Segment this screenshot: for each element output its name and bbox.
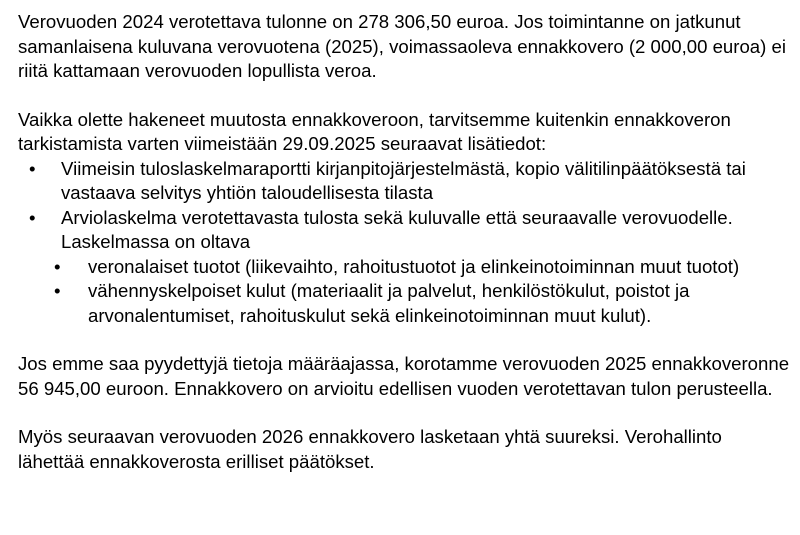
- list-item-income-statement: [18, 157, 793, 206]
- list-item-estimate-calculation-text: Arviolaskelma verotettavasta tulosta sekä kuluvalle että seuraavalle verovuodelle. Laskelmassa on oltava: [61, 206, 733, 252]
- tax-letter-body: [18, 10, 793, 474]
- list-item-income-statement-text: Viimeisin tuloslaskelmaraportti kirjanpitojärjestelmästä, kopio välitilinpäätöksestä tai vastaava selvitys yhtiön taloudellisesta tilasta: [61, 157, 746, 203]
- paragraph-taxable-income: Verovuoden 2024 verotettava tulonne on 278 306,50 euroa. Jos toimintanne on jatkunut samanlaisena kuluvana verovuotena (2025), voimassaoleva ennakkovero (2 000,00 euroa) ei riitä kattamaan verovuoden lopullista veroa.: [18, 11, 786, 81]
- paragraph-raised-prepayment: Jos emme saa pyydettyjä tietoja määräajassa, korotamme verovuoden 2025 ennakkoveronne 56 945,00 euroon. Ennakkovero on arvioitu edellisen vuoden verotettavan tulon perusteella.: [18, 353, 790, 399]
- sub-item-deductible-costs: [53, 279, 793, 328]
- required-documents-list: [18, 157, 793, 329]
- paragraph-next-year-prepayment: Myös seuraavan verovuoden 2026 ennakkovero lasketaan yhtä suureksi. Verohallinto lähettää ennakkoverosta erilliset päätökset.: [18, 426, 722, 472]
- sub-item-deductible-costs-text: vähennyskelpoiset kulut (materiaalit ja palvelut, henkilöstökulut, poistot ja arvonalentumiset, rahoituskulut sekä elinkeinotoiminnan muut kulut).: [88, 280, 690, 326]
- list-item-estimate-calculation: [18, 206, 793, 329]
- calculation-requirements-list: [53, 255, 793, 329]
- sub-item-taxable-revenue-text: veronalaiset tuotot (liikevaihto, rahoitustuotot ja elinkeinotoiminnan muut tuotot): [88, 255, 740, 277]
- paragraph-additional-info-request: Vaikka olette hakeneet muutosta ennakkoveroon, tarvitsemme kuitenkin ennakkoveron tarkistamista varten viimeistään 29.09.2025 seuraavat lisätiedot:: [18, 108, 731, 154]
- sub-item-taxable-revenue: [53, 255, 793, 280]
